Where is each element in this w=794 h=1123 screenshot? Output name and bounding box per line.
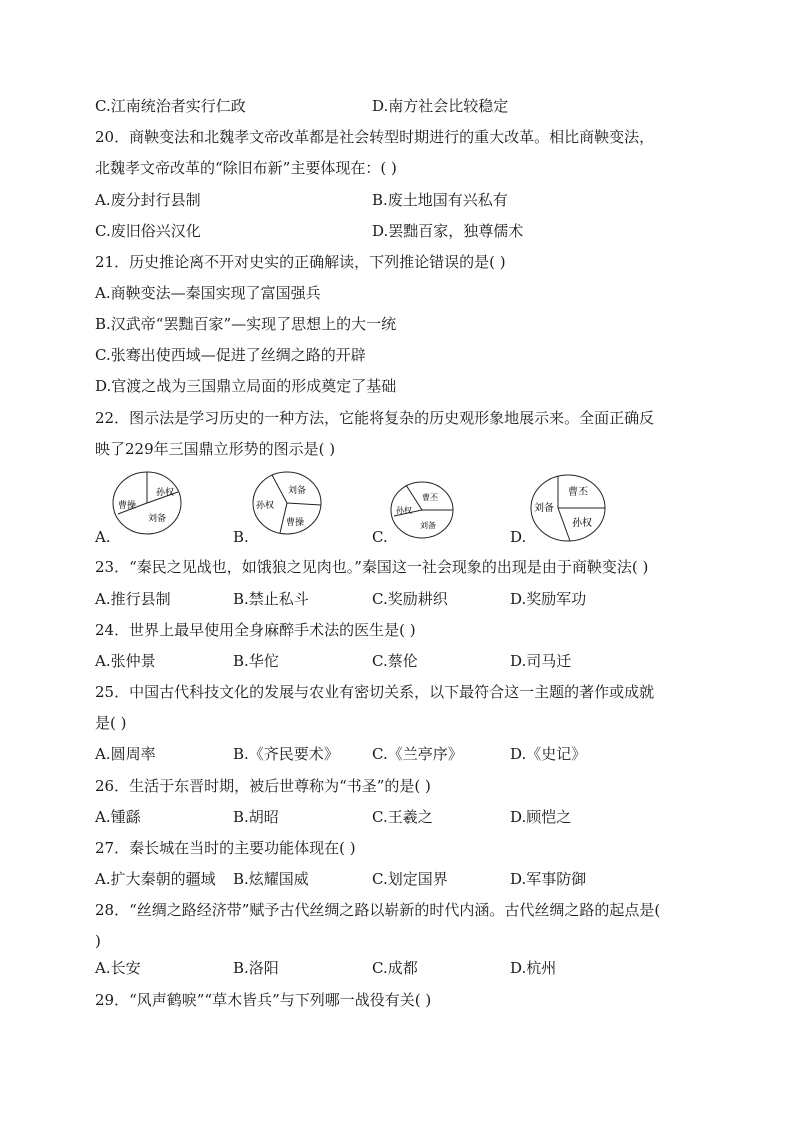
pie-d-label-1: 曹丕 [568, 487, 588, 498]
q22-stem-line2: 映了229年三国鼎立形势的图示是( ) [95, 440, 336, 458]
q27-option-a: A.扩大秦朝的疆域 [95, 870, 216, 888]
q28-option-b: B.洛阳 [233, 959, 279, 977]
q25-option-c: C.《兰亭序》 [372, 745, 463, 763]
q19-option-d: D.南方社会比较稳定 [372, 97, 509, 115]
q23-option-a: A.推行县制 [95, 590, 171, 608]
pie-b-label-1: 刘备 [288, 486, 307, 496]
q24-option-c: C.蔡伦 [372, 652, 418, 670]
q25-option-a: A.圆周率 [95, 745, 156, 763]
q21-option-a: A.商鞅变法—秦国实现了富国强兵 [95, 284, 321, 302]
pie-c-label-1: 曹丕 [422, 493, 438, 502]
q22-diagram-c [388, 480, 456, 540]
q27-stem: 27．秦长城在当时的主要功能体现在( ) [95, 839, 356, 857]
q23-option-b: B.禁止私斗 [233, 590, 309, 608]
pie-d-label-2: 刘备 [534, 503, 554, 514]
q20-option-a: A.废分封行县制 [95, 191, 201, 209]
q24-option-a: A.张仲景 [95, 652, 156, 670]
q22-option-c-label: C. [372, 528, 388, 546]
q20-stem-line2: 北魏孝文帝改革的“除旧布新”主要体现在：( ) [95, 159, 397, 177]
q26-option-b: B.胡昭 [233, 808, 279, 826]
q21-option-b: B.汉武帝“罢黜百家”—实现了思想上的大一统 [95, 315, 397, 333]
q25-stem-line2: 是( ) [95, 714, 127, 732]
pie-c-label-2: 孙权 [396, 506, 412, 515]
q25-option-b: B.《齐民要术》 [233, 745, 339, 763]
q28-stem-line1: 28．“丝绸之路经济带”赋予古代丝绸之路以崭新的时代内涵。古代丝绸之路的起点是( [95, 901, 661, 919]
q26-option-d: D.顾恺之 [510, 808, 572, 826]
q24-option-b: B.华佗 [233, 652, 279, 670]
q26-stem: 26．生活于东晋时期，被后世尊称为“书圣”的是( ) [95, 777, 431, 795]
q22-option-d-label: D. [510, 528, 527, 546]
q28-stem-line2: ) [95, 932, 101, 950]
q23-stem: 23．“秦民之见战也，如饿狼之见肉也。”秦国这一社会现象的出现是由于商鞅变法( ) [95, 558, 649, 576]
q20-stem-line1: 20．商鞅变法和北魏孝文帝改革都是社会转型时期进行的重大改革。相比商鞅变法， [95, 128, 655, 146]
q22-diagram-a [110, 470, 184, 536]
q26-option-a: A.锺繇 [95, 808, 141, 826]
q24-option-d: D.司马迁 [510, 652, 572, 670]
q27-option-d: D.军事防御 [510, 870, 587, 888]
q25-stem-line1: 25．中国古代科技文化的发展与农业有密切关系，以下最符合这一主题的著作或成就 [95, 683, 655, 701]
q22-option-b-label: B. [233, 528, 249, 546]
q22-diagram-d [528, 473, 608, 543]
q21-stem: 21．历史推论离不开对史实的正确解读，下列推论错误的是( ) [95, 253, 506, 271]
pie-b-label-3: 曹操 [286, 518, 305, 528]
q22-option-a-label: A. [95, 528, 111, 546]
pie-a-label-1: 孙权 [156, 488, 175, 498]
q28-option-d: D.杭州 [510, 959, 557, 977]
q24-stem: 24．世界上最早使用全身麻醉手术法的医生是( ) [95, 621, 416, 639]
pie-c-label-3: 刘备 [420, 521, 436, 530]
q28-option-c: C.成都 [372, 959, 418, 977]
q20-option-c: C.废旧俗兴汉化 [95, 222, 201, 240]
pie-a-label-2: 曹操 [118, 501, 137, 511]
q28-option-a: A.长安 [95, 959, 141, 977]
pie-a-label-3: 刘备 [148, 514, 167, 524]
q21-option-c: C.张骞出使西域—促进了丝绸之路的开辟 [95, 346, 366, 364]
pie-d-label-3: 孙权 [572, 518, 592, 529]
q22-diagram-b [250, 470, 324, 536]
q22-stem-line1: 22．图示法是学习历史的一种方法，它能将复杂的历史观形象地展示来。全面正确反 [95, 409, 655, 427]
q27-option-c: C.划定国界 [372, 870, 448, 888]
q27-option-b: B.炫耀国威 [233, 870, 309, 888]
q23-option-d: D.奖励军功 [510, 590, 587, 608]
q20-option-d: D.罢黜百家，独尊儒术 [372, 222, 524, 240]
q23-option-c: C.奖励耕织 [372, 590, 448, 608]
q25-option-d: D.《史记》 [510, 745, 587, 763]
q26-option-c: C.王羲之 [372, 808, 433, 826]
q29-stem: 29．“风声鹤唳”“草木皆兵”与下列哪一战役有关( ) [95, 991, 432, 1009]
q20-option-b: B.废土地国有兴私有 [372, 191, 508, 209]
q21-option-d: D.官渡之战为三国鼎立局面的形成奠定了基础 [95, 377, 397, 395]
pie-b-label-2: 孙权 [256, 501, 275, 511]
q19-option-c: C.江南统治者实行仁政 [95, 97, 246, 115]
